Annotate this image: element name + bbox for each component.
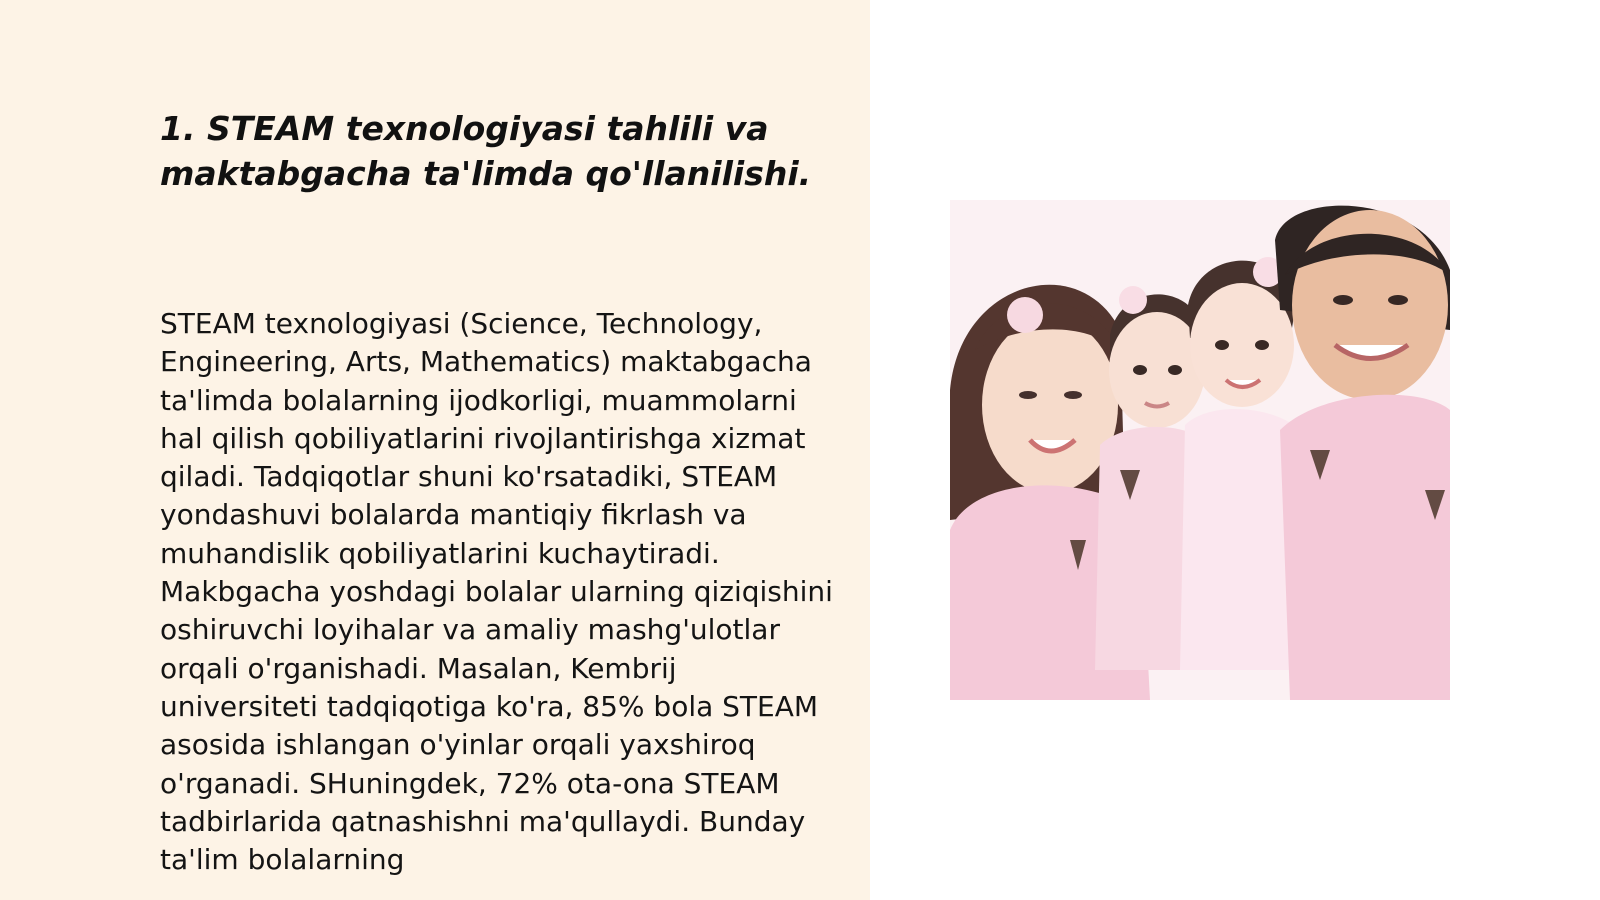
family-photo bbox=[950, 200, 1450, 700]
photo-soft-overlay bbox=[950, 200, 1450, 700]
slide-title: 1. STEAM texnologiyasi tahlili va maktabgacha ta'limda qo'llanilishi. bbox=[160, 109, 812, 193]
slide-body-text: STEAM texnologiyasi (Science, Technology, Engineering, Arts, Mathematics) maktabgacha ta'limda bolalarning ijodkorligi, muammolarni hal qilish qobiliyatlarini rivojlantirishga xizmat qiladi. Tadqiqotlar shuni ko'rsatadiki, STEAM yondashuvi bolalarda mantiqiy fikrlash va muhandislik qobiliyatlarini kuchaytiradi. Makbgacha yoshdagi bolalar ularning qiziqishini oshiruvchi loyihalar va amaliy mashg'ulotlar orqali o'rganishadi. Masalan, Kembrij universiteti tadqiqotiga ko'ra, 85% bola STEAM asosida ishlangan o'yinlar orqali yaxshiroq o'rganadi. SHuningdek, 72% ota-ona STEAM tadbirlarida qatnashishni ma'qullaydi. Bunday ta'lim bolalarning bbox=[160, 307, 833, 877]
family-photo-illustration bbox=[950, 200, 1450, 700]
